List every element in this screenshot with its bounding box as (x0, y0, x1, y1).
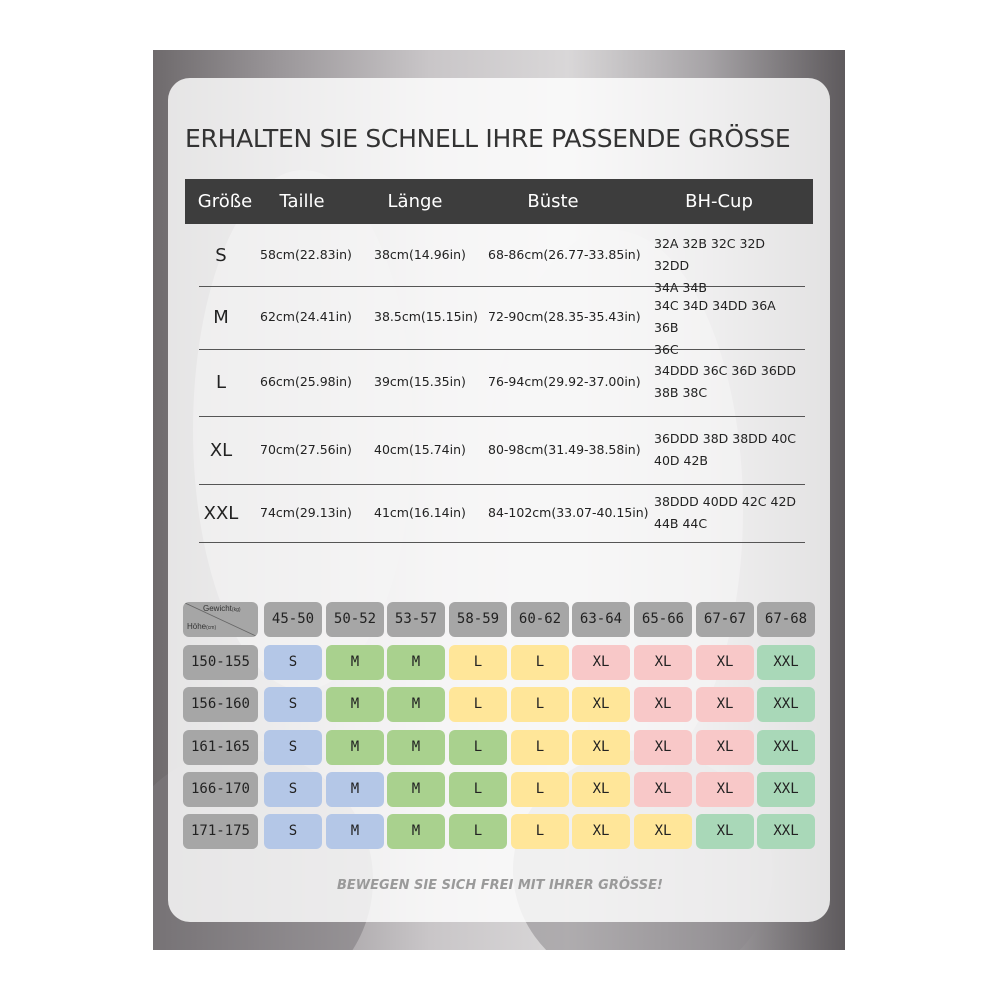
size-table-row (199, 485, 805, 543)
bh-cup-value (654, 491, 804, 535)
laenge-value: 40cm(15.74in) (374, 442, 466, 457)
buste-value: 76-94cm(29.92-37.00in) (488, 374, 641, 389)
size-grid-cell: L (449, 814, 507, 849)
weight-header: 53-57 (387, 602, 445, 637)
size-grid-cell: XL (572, 814, 630, 849)
size-grid-cell: L (511, 730, 569, 765)
bh-cup-line: 34A 34B (654, 280, 707, 295)
size-table-row (199, 226, 805, 295)
size-grid-cell: XL (634, 772, 692, 807)
header-taille: Taille (279, 191, 325, 212)
header-buste: Büste (527, 191, 579, 212)
size-grid-cell: S (264, 814, 322, 849)
size-grid-cell: XL (696, 687, 754, 722)
bh-cup-line: 34DDD 36C 36D 36DD (654, 363, 797, 378)
size-grid-cell: L (449, 730, 507, 765)
size-grid-cell: XXL (757, 814, 815, 849)
bh-cup-value (654, 428, 804, 472)
buste-value: 80-98cm(31.49-38.58in) (488, 442, 641, 457)
taille-value: 66cm(25.98in) (260, 374, 352, 389)
size-grid-cell: L (511, 687, 569, 722)
size-grid-cell: M (387, 645, 445, 680)
size-grid-cell: XL (572, 772, 630, 807)
size-grid-cell: XL (696, 814, 754, 849)
weight-header: 58-59 (449, 602, 507, 637)
bh-cup-value (654, 360, 804, 404)
taille-value: 74cm(29.13in) (260, 505, 352, 520)
size-label: M (213, 307, 229, 328)
size-grid-cell: M (326, 645, 384, 680)
size-grid-cell: XL (572, 687, 630, 722)
size-grid-cell: L (449, 645, 507, 680)
taille-value: 70cm(27.56in) (260, 442, 352, 457)
size-grid-cell: L (511, 645, 569, 680)
size-grid-cell: L (511, 814, 569, 849)
size-grid-cell: L (449, 687, 507, 722)
size-grid-cell: XL (696, 730, 754, 765)
page-title: ERHALTEN SIE SCHNELL IHRE PASSENDE GRÖSSE (185, 123, 791, 153)
height-header: 166-170 (183, 772, 258, 807)
corner-weight-unit: (kg) (231, 607, 241, 613)
size-grid-cell: L (449, 772, 507, 807)
size-table-row (199, 350, 805, 417)
bh-cup-line: 38B 38C (654, 385, 708, 400)
weight-header: 50-52 (326, 602, 384, 637)
size-grid-cell: XXL (757, 772, 815, 807)
footer-slogan: BEWEGEN SIE SICH FREI MIT IHRER GRÖSSE! (337, 878, 663, 893)
bh-cup-line: 40D 42B (654, 453, 708, 468)
size-grid-cell: XL (634, 645, 692, 680)
size-grid-cell: M (387, 730, 445, 765)
size-grid-cell: M (326, 730, 384, 765)
corner-height-label: Höhe (187, 622, 207, 631)
size-grid-cell: M (387, 772, 445, 807)
size-grid-cell: XL (634, 687, 692, 722)
size-table-row (199, 417, 805, 485)
bh-cup-line: 36DDD 38D 38DD 40C (654, 431, 797, 446)
weight-header: 45-50 (264, 602, 322, 637)
size-grid-cell: XL (634, 814, 692, 849)
size-grid-cell: XL (634, 730, 692, 765)
size-grid-cell: S (264, 730, 322, 765)
height-header: 171-175 (183, 814, 258, 849)
size-label: XXL (203, 503, 239, 524)
bh-cup-line: 44B 44C (654, 516, 708, 531)
taille-value: 62cm(24.41in) (260, 309, 352, 324)
laenge-value: 41cm(16.14in) (374, 505, 466, 520)
size-grid-cell: XXL (757, 645, 815, 680)
corner-weight-label: Gewicht (203, 604, 232, 613)
size-grid-cell: M (326, 772, 384, 807)
header-laenge: Länge (387, 191, 443, 212)
size-table-header (185, 179, 813, 224)
size-grid-cell: L (511, 772, 569, 807)
bh-cup-line: 32A 32B 32C 32D 32DD (654, 236, 766, 273)
size-grid-cell: S (264, 772, 322, 807)
weight-header: 60-62 (511, 602, 569, 637)
size-grid-cell: XXL (757, 687, 815, 722)
size-grid-cell: S (264, 645, 322, 680)
header-groesse: Größe (197, 191, 253, 212)
size-grid-cell: S (264, 687, 322, 722)
size-label: XL (209, 440, 233, 461)
height-header: 150-155 (183, 645, 258, 680)
buste-value: 68-86cm(26.77-33.85in) (488, 247, 641, 262)
weight-header: 67-68 (757, 602, 815, 637)
weight-header: 67-67 (696, 602, 754, 637)
buste-value: 72-90cm(28.35-35.43in) (488, 309, 641, 324)
laenge-value: 38.5cm(15.15in) (374, 309, 478, 324)
buste-value: 84-102cm(33.07-40.15in) (488, 505, 649, 520)
laenge-value: 39cm(15.35in) (374, 374, 466, 389)
size-grid-cell: M (326, 814, 384, 849)
size-grid-cell: XL (696, 645, 754, 680)
height-header: 156-160 (183, 687, 258, 722)
size-label: S (215, 245, 227, 266)
bh-cup-line: 34C 34D 34DD 36A 36B (654, 298, 776, 335)
size-grid-cell: XL (696, 772, 754, 807)
header-bh-cup: BH-Cup (685, 191, 753, 212)
size-grid-cell: M (387, 814, 445, 849)
corner-height-unit: (cm) (206, 625, 217, 631)
size-grid-cell: XL (572, 730, 630, 765)
size-grid-cell: M (326, 687, 384, 722)
bh-cup-line: 36C (654, 342, 679, 357)
laenge-value: 38cm(14.96in) (374, 247, 466, 262)
height-header: 161-165 (183, 730, 258, 765)
size-table-row (199, 286, 805, 357)
size-grid-cell: XXL (757, 730, 815, 765)
size-grid-cell: M (387, 687, 445, 722)
weight-header: 65-66 (634, 602, 692, 637)
size-grid-cell: XL (572, 645, 630, 680)
size-label: L (215, 372, 227, 393)
bh-cup-line: 38DDD 40DD 42C 42D (654, 494, 797, 509)
taille-value: 58cm(22.83in) (260, 247, 352, 262)
weight-height-corner (183, 602, 258, 637)
weight-header: 63-64 (572, 602, 630, 637)
